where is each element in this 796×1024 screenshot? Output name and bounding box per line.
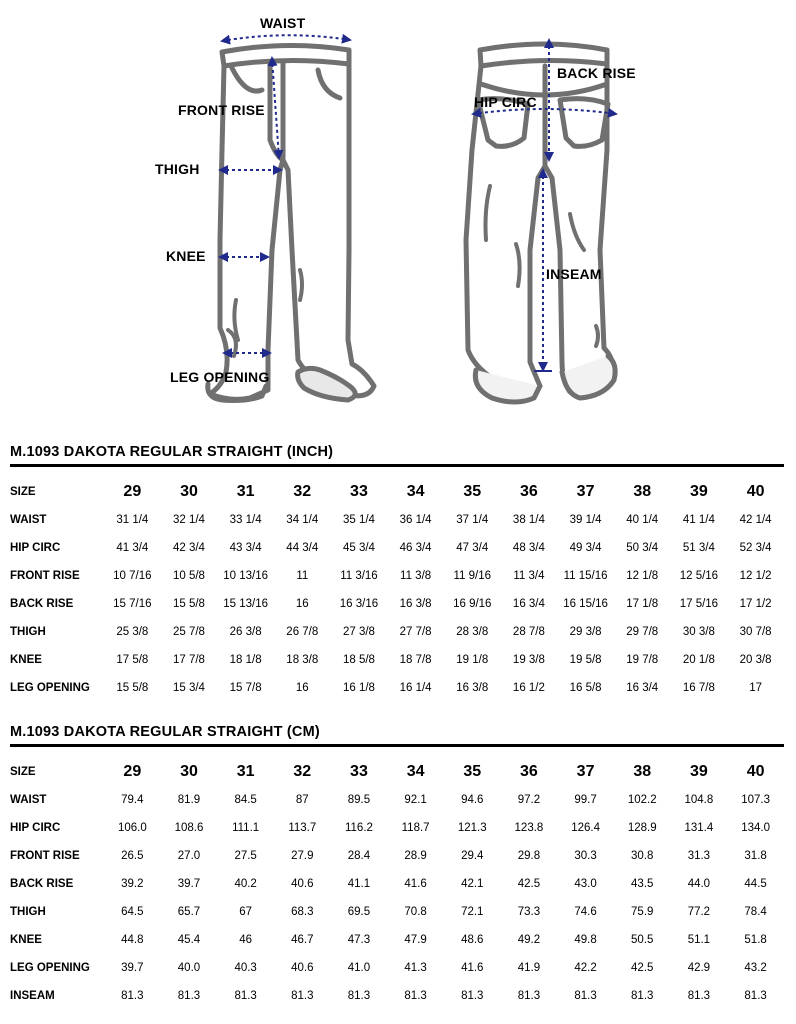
value-cell: 46 — [239, 934, 253, 946]
value-cell: 87 — [295, 794, 309, 806]
size-cell: 34 — [406, 483, 425, 500]
row-label: FRONT RISE — [10, 570, 80, 582]
value-cell: 81.3 — [404, 990, 427, 1002]
value-cell: 104.8 — [684, 794, 714, 806]
value-cell: 51 3/4 — [682, 542, 715, 554]
value-cell: 45.4 — [177, 934, 201, 946]
value-cell: 43.5 — [631, 878, 654, 890]
value-cell: 32 1/4 — [172, 514, 205, 526]
value-cell: 81.3 — [517, 990, 541, 1002]
size-cell: 32 — [293, 483, 312, 500]
value-cell: 30.8 — [631, 850, 654, 862]
value-cell: 26 3/8 — [229, 626, 262, 638]
value-cell: 16 — [295, 598, 309, 610]
inseam-label: INSEAM — [546, 266, 602, 282]
value-cell: 81.3 — [347, 990, 371, 1002]
row-label: LEG OPENING — [10, 682, 90, 694]
value-cell: 81.3 — [121, 990, 144, 1002]
value-cell: 16 9/16 — [453, 598, 492, 610]
value-cell: 43.2 — [744, 962, 767, 974]
value-cell: 41.3 — [404, 962, 427, 974]
value-cell: 46.7 — [291, 934, 314, 946]
size-cell: 33 — [350, 483, 368, 500]
table-row — [10, 842, 784, 870]
value-cell: 11 3/8 — [400, 570, 432, 582]
value-cell: 29.4 — [461, 850, 484, 862]
value-cell: 20 1/8 — [682, 654, 715, 666]
value-cell: 81.3 — [177, 990, 201, 1002]
table-row — [10, 926, 784, 954]
size-cell: 36 — [520, 763, 538, 780]
value-cell: 42.9 — [687, 962, 711, 974]
value-cell: 40.0 — [177, 962, 201, 974]
value-cell: 41 1/4 — [682, 514, 715, 526]
back-rise-label: BACK RISE — [557, 65, 636, 81]
value-cell: 11 — [296, 570, 309, 582]
inch-title-rule — [10, 464, 784, 467]
row-label: KNEE — [10, 654, 42, 666]
value-cell: 16 3/4 — [512, 598, 545, 610]
value-cell: 31.3 — [687, 850, 711, 862]
value-cell: 19 5/8 — [569, 654, 602, 666]
value-cell: 47.3 — [347, 934, 371, 946]
value-cell: 113.7 — [288, 822, 317, 834]
value-cell: 107.3 — [741, 794, 770, 806]
value-cell: 16 3/8 — [456, 682, 489, 694]
value-cell: 42.5 — [631, 962, 654, 974]
value-cell: 73.3 — [517, 906, 541, 918]
value-cell: 47 3/4 — [456, 542, 489, 554]
table-row — [10, 954, 784, 982]
size-cell: 29 — [123, 483, 142, 500]
measurement-diagram — [0, 0, 796, 420]
value-cell: 106.0 — [117, 822, 147, 834]
value-cell: 39 1/4 — [569, 514, 602, 526]
value-cell: 128.9 — [627, 822, 657, 834]
value-cell: 65.7 — [177, 906, 201, 918]
size-cell: 33 — [350, 763, 368, 780]
value-cell: 134.0 — [741, 822, 770, 834]
value-cell: 11 3/16 — [340, 570, 378, 582]
value-cell: 81.3 — [631, 990, 654, 1002]
table-row — [10, 534, 784, 562]
value-cell: 27 3/8 — [342, 626, 375, 638]
value-cell: 25 7/8 — [172, 626, 205, 638]
value-cell: 41.6 — [404, 878, 427, 890]
value-cell: 81.9 — [177, 794, 201, 806]
value-cell: 41.9 — [517, 962, 541, 974]
value-cell: 81.3 — [291, 990, 314, 1002]
value-cell: 92.1 — [404, 794, 427, 806]
table-row — [10, 674, 784, 702]
value-cell: 43 3/4 — [229, 542, 262, 554]
value-cell: 17 1/8 — [626, 598, 659, 610]
value-cell: 123.8 — [514, 822, 544, 834]
value-cell: 30 7/8 — [739, 626, 772, 638]
value-cell: 16 3/4 — [626, 682, 659, 694]
value-cell: 41 3/4 — [116, 542, 149, 554]
value-cell: 15 5/8 — [116, 682, 149, 694]
size-cell: 38 — [633, 483, 652, 500]
value-cell: 51.8 — [744, 934, 767, 946]
value-cell: 15 5/8 — [172, 598, 205, 610]
value-cell: 17 1/2 — [739, 598, 772, 610]
value-cell: 49.2 — [517, 934, 541, 946]
value-cell: 81.3 — [461, 990, 484, 1002]
size-cell: 38 — [633, 763, 652, 780]
value-cell: 16 1/2 — [512, 682, 545, 694]
value-cell: 74.6 — [574, 906, 597, 918]
cm-title-rule — [10, 744, 784, 747]
value-cell: 47.9 — [404, 934, 427, 946]
size-header-label: SIZE — [10, 486, 36, 498]
value-cell: 102.2 — [627, 794, 657, 806]
value-cell: 84.5 — [234, 794, 257, 806]
value-cell: 39.7 — [121, 962, 144, 974]
knee-label: KNEE — [166, 248, 206, 264]
row-label: THIGH — [10, 906, 46, 918]
value-cell: 17 7/8 — [172, 654, 205, 666]
value-cell: 94.6 — [461, 794, 484, 806]
value-cell: 67 — [239, 906, 253, 918]
size-header-row — [10, 758, 784, 786]
value-cell: 38 1/4 — [512, 514, 545, 526]
value-cell: 16 3/16 — [339, 598, 379, 610]
size-cell: 35 — [463, 763, 482, 780]
value-cell: 48 3/4 — [512, 542, 545, 554]
value-cell: 118.7 — [401, 822, 430, 834]
row-label: BACK RISE — [10, 598, 74, 610]
size-cell: 30 — [180, 483, 198, 500]
value-cell: 81.3 — [744, 990, 767, 1002]
value-cell: 41.1 — [347, 878, 371, 890]
value-cell: 29 7/8 — [626, 626, 659, 638]
value-cell: 16 15/16 — [563, 598, 608, 610]
value-cell: 12 5/16 — [679, 570, 719, 582]
value-cell: 10 13/16 — [223, 570, 269, 582]
value-cell: 44.5 — [744, 878, 767, 890]
size-header-row — [10, 478, 784, 506]
row-label: INSEAM — [10, 990, 55, 1002]
row-label: THIGH — [10, 626, 46, 638]
value-cell: 79.4 — [121, 794, 144, 806]
value-cell: 68.3 — [291, 906, 314, 918]
value-cell: 27.0 — [177, 850, 201, 862]
value-cell: 126.4 — [571, 822, 600, 834]
value-cell: 131.4 — [684, 822, 714, 834]
value-cell: 39.2 — [121, 878, 144, 890]
value-cell: 33 1/4 — [229, 514, 262, 526]
value-cell: 51.1 — [687, 934, 711, 946]
value-cell: 27 7/8 — [399, 626, 432, 638]
value-cell: 11 9/16 — [453, 570, 492, 582]
size-cell: 30 — [180, 763, 198, 780]
value-cell: 77.2 — [687, 906, 711, 918]
value-cell: 35 1/4 — [342, 514, 375, 526]
value-cell: 45 3/4 — [342, 542, 375, 554]
value-cell: 40.6 — [291, 962, 314, 974]
value-cell: 116.2 — [344, 822, 373, 834]
value-cell: 26 7/8 — [286, 626, 319, 638]
row-label: WAIST — [10, 794, 47, 806]
value-cell: 36 1/4 — [399, 514, 432, 526]
value-cell: 81.3 — [234, 990, 257, 1002]
jeans-illustration — [0, 0, 796, 420]
value-cell: 19 7/8 — [626, 654, 659, 666]
value-cell: 40 1/4 — [626, 514, 659, 526]
value-cell: 49 3/4 — [569, 542, 602, 554]
value-cell: 72.1 — [461, 906, 484, 918]
value-cell: 15 7/16 — [113, 598, 152, 610]
value-cell: 50.5 — [631, 934, 654, 946]
value-cell: 41.0 — [347, 962, 371, 974]
value-cell: 30.3 — [574, 850, 597, 862]
table-row — [10, 646, 784, 674]
cm-size-table — [10, 758, 784, 1010]
table-row — [10, 870, 784, 898]
value-cell: 97.2 — [517, 794, 541, 806]
value-cell: 81.3 — [574, 990, 597, 1002]
size-cell: 40 — [746, 483, 765, 500]
size-cell: 39 — [689, 763, 708, 780]
value-cell: 111.1 — [232, 822, 260, 834]
value-cell: 18 1/8 — [229, 654, 262, 666]
value-cell: 42.5 — [517, 878, 541, 890]
value-cell: 50 3/4 — [626, 542, 659, 554]
value-cell: 10 5/8 — [172, 570, 205, 582]
value-cell: 31.8 — [744, 850, 767, 862]
value-cell: 18 7/8 — [399, 654, 432, 666]
table-row — [10, 590, 784, 618]
value-cell: 28.9 — [404, 850, 427, 862]
value-cell: 37 1/4 — [456, 514, 489, 526]
row-label: KNEE — [10, 934, 42, 946]
cm-section-header — [10, 722, 784, 747]
thigh-label: THIGH — [155, 161, 200, 177]
value-cell: 28.4 — [347, 850, 371, 862]
value-cell: 12 1/8 — [626, 570, 659, 582]
value-cell: 42 3/4 — [172, 542, 205, 554]
value-cell: 69.5 — [347, 906, 371, 918]
row-label: BACK RISE — [10, 878, 74, 890]
table-row — [10, 982, 784, 1010]
size-cell: 31 — [236, 483, 255, 500]
value-cell: 16 1/8 — [342, 682, 375, 694]
inch-size-table — [10, 478, 784, 702]
inch-section-header — [10, 442, 784, 467]
size-cell: 39 — [689, 483, 708, 500]
value-cell: 40.3 — [234, 962, 257, 974]
waist-label: WAIST — [260, 15, 306, 31]
value-cell: 18 3/8 — [286, 654, 319, 666]
size-cell: 35 — [463, 483, 482, 500]
size-cell: 40 — [746, 763, 765, 780]
value-cell: 16 — [295, 682, 309, 694]
value-cell: 26.5 — [121, 850, 144, 862]
cm-table-title: M.1093 DAKOTA REGULAR STRAIGHT (CM) — [10, 724, 320, 740]
value-cell: 48.6 — [461, 934, 484, 946]
value-cell: 81.3 — [687, 990, 711, 1002]
value-cell: 49.8 — [574, 934, 597, 946]
value-cell: 78.4 — [744, 906, 767, 918]
value-cell: 52 3/4 — [739, 542, 772, 554]
value-cell: 46 3/4 — [399, 542, 432, 554]
value-cell: 29.8 — [517, 850, 541, 862]
size-cell: 37 — [576, 483, 595, 500]
value-cell: 42.2 — [574, 962, 597, 974]
value-cell: 44.0 — [687, 878, 711, 890]
value-cell: 20 3/8 — [739, 654, 772, 666]
value-cell: 75.9 — [631, 906, 654, 918]
table-row — [10, 506, 784, 534]
size-header-label: SIZE — [10, 766, 36, 778]
size-cell: 36 — [520, 483, 538, 500]
value-cell: 29 3/8 — [569, 626, 602, 638]
table-row — [10, 786, 784, 814]
value-cell: 12 1/2 — [739, 570, 772, 582]
value-cell: 44 3/4 — [286, 542, 319, 554]
value-cell: 34 1/4 — [286, 514, 319, 526]
table-row — [10, 814, 784, 842]
value-cell: 42 1/4 — [739, 514, 772, 526]
value-cell: 41.6 — [461, 962, 484, 974]
table-row — [10, 618, 784, 646]
table-row — [10, 898, 784, 926]
value-cell: 108.6 — [174, 822, 204, 834]
value-cell: 30 3/8 — [682, 626, 715, 638]
value-cell: 18 5/8 — [342, 654, 375, 666]
value-cell: 16 7/8 — [682, 682, 715, 694]
front-jeans-drawing — [208, 45, 374, 400]
value-cell: 19 3/8 — [512, 654, 545, 666]
row-label: HIP CIRC — [10, 542, 61, 554]
hip-circ-label: HIP CIRC — [474, 94, 537, 110]
value-cell: 42.1 — [461, 878, 484, 890]
value-cell: 16 3/8 — [399, 598, 432, 610]
value-cell: 11 15/16 — [563, 570, 608, 582]
value-cell: 40.2 — [234, 878, 257, 890]
value-cell: 28 3/8 — [456, 626, 489, 638]
value-cell: 17 5/8 — [116, 654, 149, 666]
value-cell: 15 3/4 — [172, 682, 205, 694]
value-cell: 28 7/8 — [512, 626, 545, 638]
value-cell: 39.7 — [177, 878, 201, 890]
size-cell: 32 — [293, 763, 312, 780]
value-cell: 11 3/4 — [513, 570, 545, 582]
row-label: WAIST — [10, 514, 47, 526]
value-cell: 44.8 — [121, 934, 144, 946]
value-cell: 15 13/16 — [223, 598, 269, 610]
row-label: FRONT RISE — [10, 850, 80, 862]
value-cell: 16 5/8 — [569, 682, 602, 694]
value-cell: 19 1/8 — [456, 654, 489, 666]
table-row — [10, 562, 784, 590]
value-cell: 121.3 — [457, 822, 487, 834]
size-cell: 29 — [123, 763, 142, 780]
value-cell: 43.0 — [574, 878, 597, 890]
leg-opening-label: LEG OPENING — [170, 369, 270, 385]
value-cell: 10 7/16 — [113, 570, 152, 582]
row-label: LEG OPENING — [10, 962, 90, 974]
front-rise-label: FRONT RISE — [178, 102, 265, 118]
value-cell: 40.6 — [291, 878, 314, 890]
value-cell: 70.8 — [404, 906, 427, 918]
value-cell: 64.5 — [121, 906, 144, 918]
size-cell: 34 — [406, 763, 425, 780]
value-cell: 89.5 — [347, 794, 371, 806]
inch-table-title: M.1093 DAKOTA REGULAR STRAIGHT (INCH) — [10, 444, 334, 460]
value-cell: 31 1/4 — [116, 514, 149, 526]
value-cell: 17 5/16 — [679, 598, 719, 610]
size-cell: 37 — [576, 763, 595, 780]
value-cell: 25 3/8 — [116, 626, 149, 638]
value-cell: 27.5 — [234, 850, 257, 862]
value-cell: 15 7/8 — [229, 682, 262, 694]
size-cell: 31 — [236, 763, 255, 780]
value-cell: 27.9 — [291, 850, 314, 862]
value-cell: 17 — [749, 682, 762, 694]
value-cell: 99.7 — [574, 794, 597, 806]
value-cell: 16 1/4 — [399, 682, 432, 694]
row-label: HIP CIRC — [10, 822, 61, 834]
